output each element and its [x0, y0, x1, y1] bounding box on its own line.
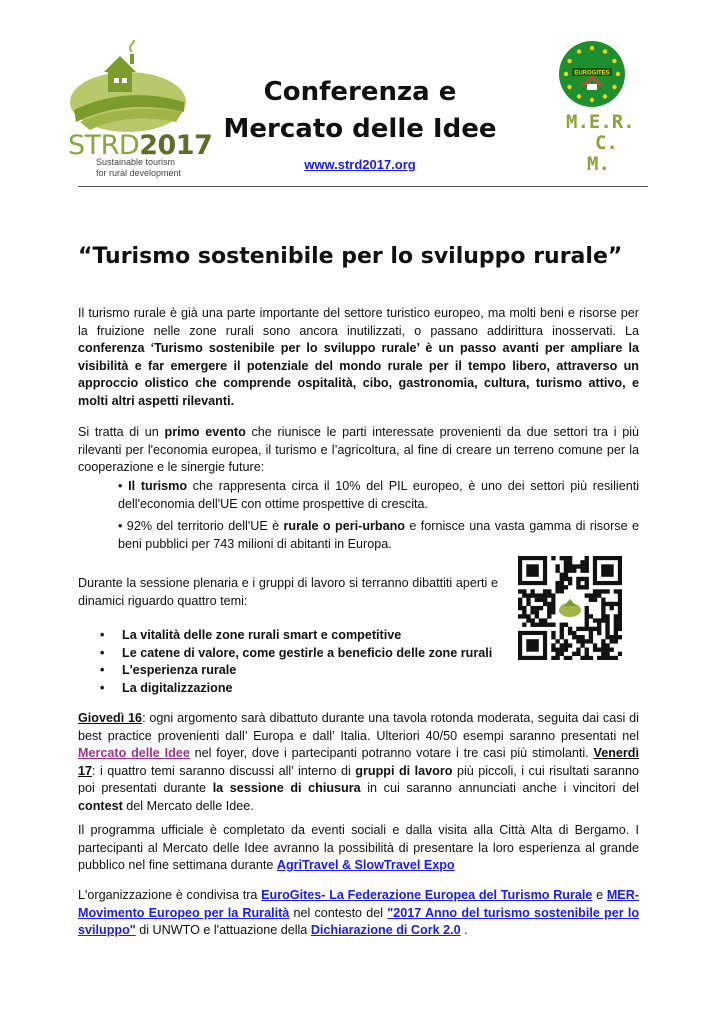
bullet-tourism: [118, 478, 639, 513]
strd-tagline-1: Sustainable tourism: [96, 157, 176, 167]
mer-link[interactable]: MER-Movimento Europeo per la Ruralità: [78, 888, 639, 920]
p6-text-c: nel contesto del: [289, 905, 388, 920]
paragraph-schedule: [78, 710, 639, 816]
paragraph-event: [78, 424, 639, 477]
eurogites-link[interactable]: EuroGites- La Federazione Europea del Turismo Rurale: [261, 888, 593, 902]
paragraph-program: [78, 822, 639, 875]
p4-bold-h: contest: [78, 798, 123, 813]
header-divider: [78, 186, 648, 187]
p6-text-b: e: [592, 888, 607, 902]
strd-tagline-2: for rural development: [96, 168, 182, 178]
cork-declaration-link[interactable]: Dichiarazione di Cork 2.0: [310, 923, 461, 938]
agritravel-link[interactable]: AgriTravel & SlowTravel Expo: [276, 858, 455, 873]
mer-line1: M.E.R.: [566, 111, 635, 133]
bullet1-bold: Il turismo: [128, 479, 188, 493]
p4-bold-d: gruppi di lavoro: [355, 763, 453, 778]
p4-text-b: nel foyer, dove i partecipanti potranno votare i tre casi più stimolanti.: [189, 746, 594, 761]
bullet1-marker: •: [118, 479, 129, 493]
p4-bold-f: la sessione di chiusura: [212, 781, 361, 796]
topic-item: • La vitalità delle zone rurali smart e competitive: [100, 627, 492, 645]
bullet1-text: che rappresenta circa il 10% del PIL europeo, è uno dei settori più resilienti dell'economia dell'UE con ottime prospettive di crescita.: [118, 479, 639, 511]
document-subtitle: “Turismo sostenibile per lo sviluppo rurale”: [78, 244, 623, 269]
p4-text-a: : ogni argomento sarà dibattuto durante una tavola rotonda moderata, seguita dai casi di best practice provenienti dall’ Europa e dall’ Italia. Ulteriori 40/50 esempi saranno presentati nel: [78, 711, 639, 743]
day-friday: Venerdì 17: [78, 746, 639, 778]
page-title-line2: Mercato delle Idee: [223, 114, 497, 144]
bullet2-text-c: e fornisce una vasta gamma di risorse e beni pubblici per 743 milioni di abitanti in Europa.: [118, 519, 640, 551]
strd-brand-light: STRD: [68, 130, 140, 161]
topic-item: • L'esperienza rurale: [100, 662, 492, 680]
p6-text-e: .: [460, 923, 468, 938]
day-thursday: Giovedì 16: [78, 711, 143, 725]
page-title: [200, 74, 520, 148]
p2-text-a: Si tratta di un: [78, 425, 165, 439]
strd-tagline: [96, 157, 181, 179]
qr-code-icon[interactable]: [518, 556, 622, 660]
mer-logo: [548, 112, 668, 175]
paragraph-intro: [78, 305, 639, 411]
p1-text: Il turismo rurale è già una parte importante del settore turistico europeo, ma molti beni e risorse per la fruizione nelle zone rurali sono ancora inutilizzati, o passano addirittura inosservati. La: [78, 306, 639, 338]
p1-bold: conferenza ‘Turismo sostenibile per lo sviluppo rurale’ è un passo avanti per ampliare la visibilità e far emergere il potenziale del mondo rurale per il tempo libero, attraverso un approccio olistico che comprende ospitalità, cibo, gastronomia, cultura, turismo attivo, e molti altri aspetti rilevanti.: [78, 341, 639, 408]
mer-line3: M.: [587, 153, 610, 175]
strd-brand-bold: 2017: [139, 130, 213, 161]
website-link[interactable]: www.strd2017.org: [304, 157, 416, 172]
p4-text-c: : i quattro temi saranno discussi all’ interno di: [92, 763, 356, 778]
bullet2-text-a: • 92% del territorio dell'UE è: [118, 519, 284, 533]
p2-bold: primo evento: [164, 425, 246, 439]
topics-list: [100, 627, 492, 697]
eurogites-label: EUROGITES: [574, 70, 610, 77]
mer-line2: C.: [595, 132, 618, 154]
p4-text-e: più piccoli, i cui risultati saranno poi presentati durante: [78, 763, 640, 796]
paragraph-sessions: Durante la sessione plenaria e i gruppi di lavoro si terranno dibattiti aperti e dinamici riguardo quattro temi:: [78, 576, 498, 608]
bullet-rural: [118, 518, 639, 553]
p5-text: Il programma ufficiale è completato da eventi sociali e dalla visita alla Città Alta di Bergamo. I partecipanti al Mercato delle Idee avranno la possibilità di presentare la loro esperienza al grande pubblico nel fine settimana durante: [78, 823, 639, 873]
mercato-idee-link[interactable]: Mercato delle Idee: [78, 746, 190, 761]
eurogites-logo-icon: [558, 40, 626, 108]
p4-text-g: in cui saranno annunciati anche i vincitori del: [360, 781, 640, 796]
topic-item: • Le catene di valore, come gestirle a beneficio delle zone rurali: [100, 645, 492, 663]
p6-text-a: L'organizzazione è condivisa tra: [78, 888, 262, 902]
page-title-line1: Conferenza e: [263, 77, 457, 107]
paragraph-organization: [78, 887, 639, 940]
p6-text-d: di UNWTO e l'attuazione della: [135, 923, 311, 938]
topic-item: • La digitalizzazione: [100, 680, 492, 698]
unwto-year-link[interactable]: "2017 Anno del turismo sostenibile per lo sviluppo": [78, 905, 640, 938]
bullet2-bold: rurale o peri-urbano: [283, 519, 405, 533]
p4-text-i: del Mercato delle Idee.: [122, 798, 254, 813]
p2-text-c: che riunisce le parti interessate provenienti da due settori tra i più rilevanti per l'economia europea, il turismo e l’agricoltura, al fine di creare un terreno comune per la cooperazione e le sinergie future:: [78, 425, 640, 475]
